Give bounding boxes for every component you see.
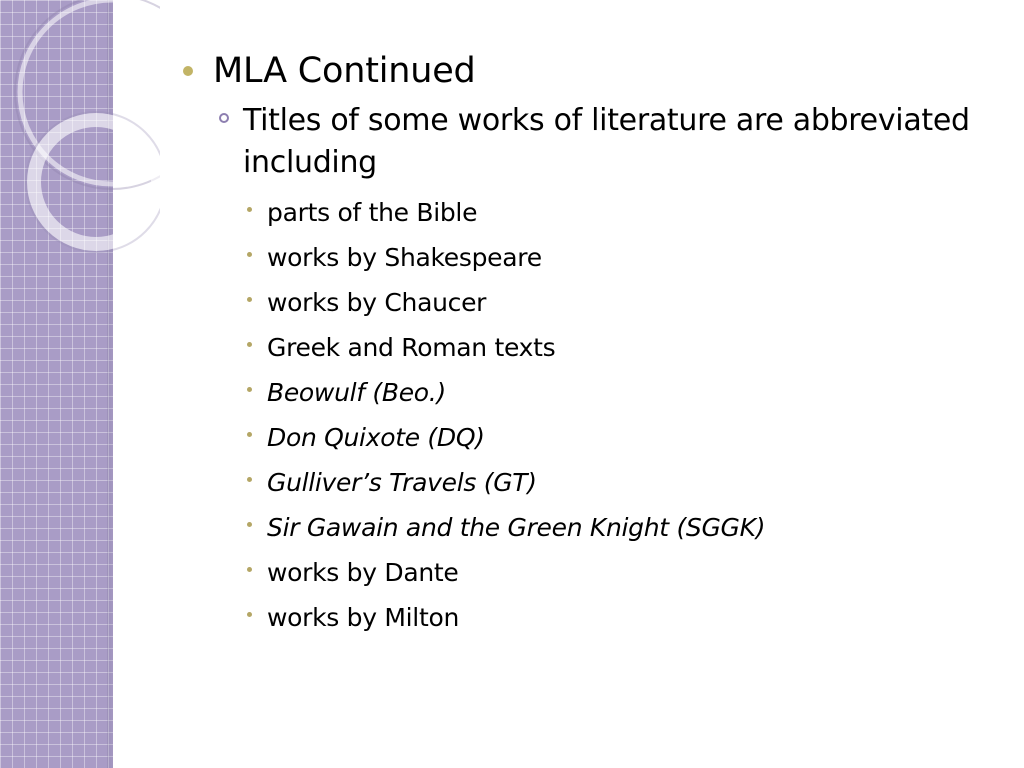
- list-item-text: Don Quixote (DQ): [267, 423, 485, 452]
- list-item: [247, 505, 983, 550]
- slide-title: MLA Continued: [213, 51, 476, 91]
- decorative-sidebar: [0, 0, 113, 768]
- list-item: [247, 460, 983, 505]
- list-item: [247, 595, 983, 640]
- dot-bullet-icon: [247, 297, 252, 302]
- list-item: [247, 415, 983, 460]
- list-item-text: Beowulf (Beo.): [267, 378, 446, 407]
- list-item: [247, 325, 983, 370]
- subpoint-text: Titles of some works of literature are abbreviated including: [243, 103, 970, 180]
- dot-bullet-icon: [247, 522, 252, 527]
- dot-bullet-icon: [247, 477, 252, 482]
- dot-bullet-icon: [247, 612, 252, 617]
- dot-bullet-icon: [247, 342, 252, 347]
- abbreviated-works-list: [247, 190, 983, 640]
- list-item-text: works by Dante: [267, 558, 459, 587]
- title-bullet-item: [183, 48, 983, 94]
- list-item-text: works by Shakespeare: [267, 243, 542, 272]
- sidebar-edge-shadow: [107, 0, 113, 768]
- list-item: [247, 235, 983, 280]
- hollow-circle-bullet-icon: [219, 113, 229, 123]
- dot-bullet-icon: [247, 567, 252, 572]
- slide-content: [183, 48, 983, 640]
- list-item: [247, 550, 983, 595]
- list-item-text: Greek and Roman texts: [267, 333, 556, 362]
- list-item-text: parts of the Bible: [267, 198, 478, 227]
- dot-bullet-icon: [247, 432, 252, 437]
- list-item: [247, 370, 983, 415]
- filled-circle-bullet-icon: [183, 66, 193, 76]
- subpoint-item: [219, 100, 983, 184]
- list-item: [247, 280, 983, 325]
- list-item-text: Gulliver’s Travels (GT): [267, 468, 537, 497]
- list-item-text: Sir Gawain and the Green Knight (SGGK): [267, 513, 766, 542]
- list-item: [247, 190, 983, 235]
- dot-bullet-icon: [247, 252, 252, 257]
- dot-bullet-icon: [247, 207, 252, 212]
- list-item-text: works by Chaucer: [267, 288, 487, 317]
- dot-bullet-icon: [247, 387, 252, 392]
- list-item-text: works by Milton: [267, 603, 459, 632]
